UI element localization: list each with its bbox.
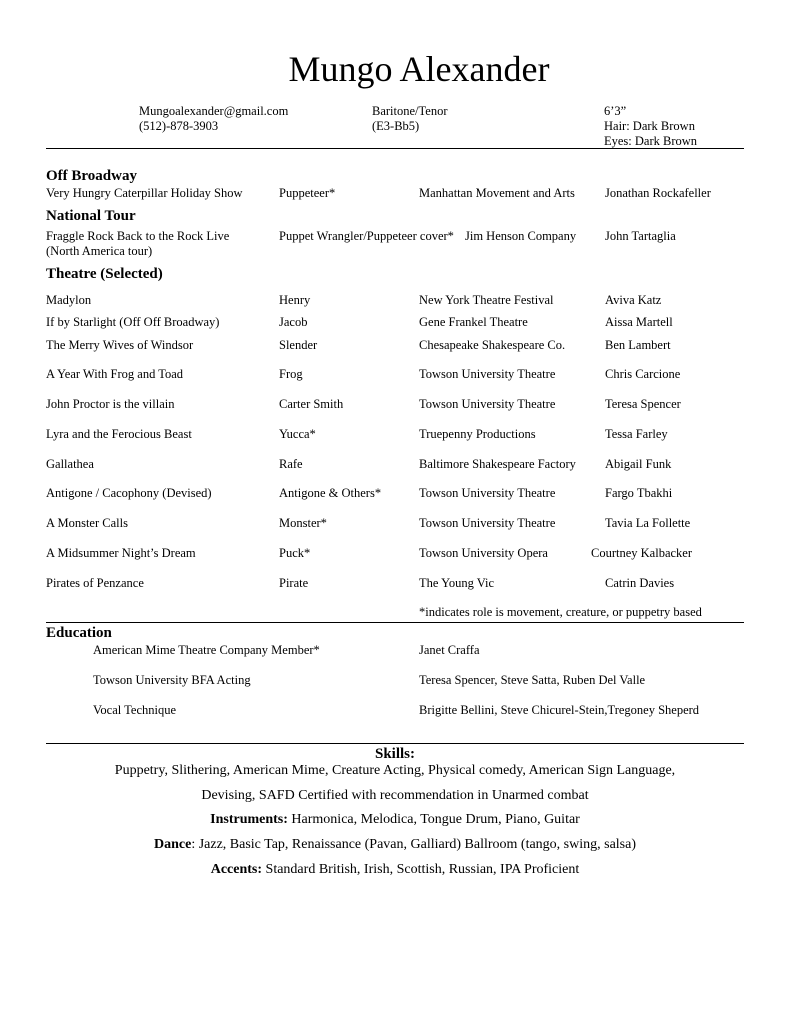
theatre-title: Antigone / Cacophony (Devised) xyxy=(46,486,212,500)
theatre-director: Aissa Martell xyxy=(605,315,673,329)
theatre-role: Slender xyxy=(279,338,318,352)
puppetry-note: *indicates role is movement, creature, or puppetry based xyxy=(419,605,702,619)
theatre-company: Baltimore Shakespeare Factory xyxy=(419,457,576,471)
theatre-role: Carter Smith xyxy=(279,397,344,411)
theatre-director: Courtney Kalbacker xyxy=(591,546,693,560)
theatre-director: Teresa Spencer xyxy=(605,397,681,411)
theatre-title: A Midsummer Night’s Dream xyxy=(46,546,196,560)
hair-color: Hair: Dark Brown xyxy=(604,119,695,133)
education-program: Vocal Technique xyxy=(93,703,177,717)
skills-heading: Skills: xyxy=(374,746,416,762)
instruments-list: Harmonica, Melodica, Tongue Drum, Piano, Guitar xyxy=(287,812,580,827)
vocal-range: (E3-Bb5) xyxy=(372,119,420,133)
education-teachers: Teresa Spencer, Steve Satta, Ruben Del Valle xyxy=(419,673,646,687)
credit-director: John Tartaglia xyxy=(605,229,676,243)
theatre-title: A Year With Frog and Toad xyxy=(46,367,184,381)
instruments-label: Instruments: xyxy=(210,812,288,827)
skills-line-2: Devising, SAFD Certified with recommendation in Unarmed combat xyxy=(201,788,589,803)
email: Mungoalexander@gmail.com xyxy=(139,104,289,118)
theatre-role: Monster* xyxy=(279,516,327,530)
phone: (512)-878-3903 xyxy=(139,119,219,133)
credit-title: Fraggle Rock Back to the Rock Live xyxy=(46,229,230,243)
theatre-director: Tavia La Follette xyxy=(605,516,691,530)
theatre-director: Chris Carcione xyxy=(605,367,681,381)
theatre-title: Gallathea xyxy=(46,457,94,471)
credit-role: Puppet Wrangler/Puppeteer cover* xyxy=(279,229,454,243)
page-title: Mungo Alexander xyxy=(288,49,550,89)
theatre-role: Henry xyxy=(279,293,311,307)
accents-label: Accents: xyxy=(210,862,263,877)
header-divider xyxy=(46,148,744,149)
skills-line-1: Puppetry, Slithering, American Mime, Creature Acting, Physical comedy, American Sign Language, xyxy=(114,763,676,778)
skills-divider xyxy=(46,743,744,744)
credit-title: Very Hungry Caterpillar Holiday Show xyxy=(46,186,243,200)
theatre-title: Madylon xyxy=(46,293,92,307)
education-divider xyxy=(46,622,744,623)
theatre-role: Antigone & Others* xyxy=(279,486,382,500)
theatre-role: Pirate xyxy=(279,576,309,590)
theatre-director: Fargo Tbakhi xyxy=(605,486,673,500)
theatre-role: Frog xyxy=(279,367,303,381)
theatre-company: New York Theatre Festival xyxy=(419,293,554,307)
theatre-company: Towson University Opera xyxy=(419,546,548,560)
theatre-title: Pirates of Penzance xyxy=(46,576,144,590)
theatre-role: Yucca* xyxy=(279,427,316,441)
theatre-director: Catrin Davies xyxy=(605,576,675,590)
credit-title-note: (North America tour) xyxy=(46,244,153,258)
education-heading: Education xyxy=(46,625,112,641)
theatre-director: Tessa Farley xyxy=(605,427,668,441)
accents-list: Standard British, Irish, Scottish, Russian, IPA Proficient xyxy=(262,862,580,877)
off-broadway-heading: Off Broadway xyxy=(46,168,137,184)
dance-line xyxy=(46,837,744,853)
education-program: American Mime Theatre Company Member* xyxy=(93,643,320,657)
theatre-role: Rafe xyxy=(279,457,303,471)
theatre-company: The Young Vic xyxy=(419,576,495,590)
theatre-title: If by Starlight (Off Off Broadway) xyxy=(46,315,220,329)
theatre-company: Gene Frankel Theatre xyxy=(419,315,528,329)
instruments-line xyxy=(46,812,744,828)
credit-company: Jim Henson Company xyxy=(465,229,577,243)
credit-role: Puppeteer* xyxy=(279,186,336,200)
education-teachers: Brigitte Bellini, Steve Chicurel-Stein,Tregoney Sheperd xyxy=(419,703,700,717)
national-tour-heading: National Tour xyxy=(46,208,136,224)
theatre-heading: Theatre (Selected) xyxy=(46,266,163,282)
credit-company: Manhattan Movement and Arts xyxy=(419,186,575,200)
theatre-title: A Monster Calls xyxy=(46,516,128,530)
theatre-role: Puck* xyxy=(279,546,311,560)
theatre-title: John Proctor is the villain xyxy=(46,397,175,411)
theatre-director: Abigail Funk xyxy=(605,457,672,471)
dance-label: Dance xyxy=(153,837,192,852)
theatre-title: Lyra and the Ferocious Beast xyxy=(46,427,192,441)
dance-list: : Jazz, Basic Tap, Renaissance (Pavan, Galliard) Ballroom (tango, swing, salsa) xyxy=(191,837,637,852)
height: 6’3” xyxy=(604,104,627,118)
accents-line xyxy=(46,862,744,878)
theatre-company: Towson University Theatre xyxy=(419,516,556,530)
education-program: Towson University BFA Acting xyxy=(93,673,251,687)
credit-director: Jonathan Rockafeller xyxy=(605,186,711,200)
theatre-role: Jacob xyxy=(279,315,308,329)
theatre-company: Towson University Theatre xyxy=(419,397,556,411)
theatre-company: Towson University Theatre xyxy=(419,367,556,381)
theatre-title: The Merry Wives of Windsor xyxy=(46,338,194,352)
theatre-company: Truepenny Productions xyxy=(419,427,536,441)
voice-type: Baritone/Tenor xyxy=(372,104,448,118)
theatre-company: Chesapeake Shakespeare Co. xyxy=(419,338,566,352)
eye-color: Eyes: Dark Brown xyxy=(604,134,698,148)
education-teachers: Janet Craffa xyxy=(419,643,480,657)
theatre-company: Towson University Theatre xyxy=(419,486,556,500)
theatre-director: Ben Lambert xyxy=(605,338,671,352)
theatre-director: Aviva Katz xyxy=(605,293,662,307)
